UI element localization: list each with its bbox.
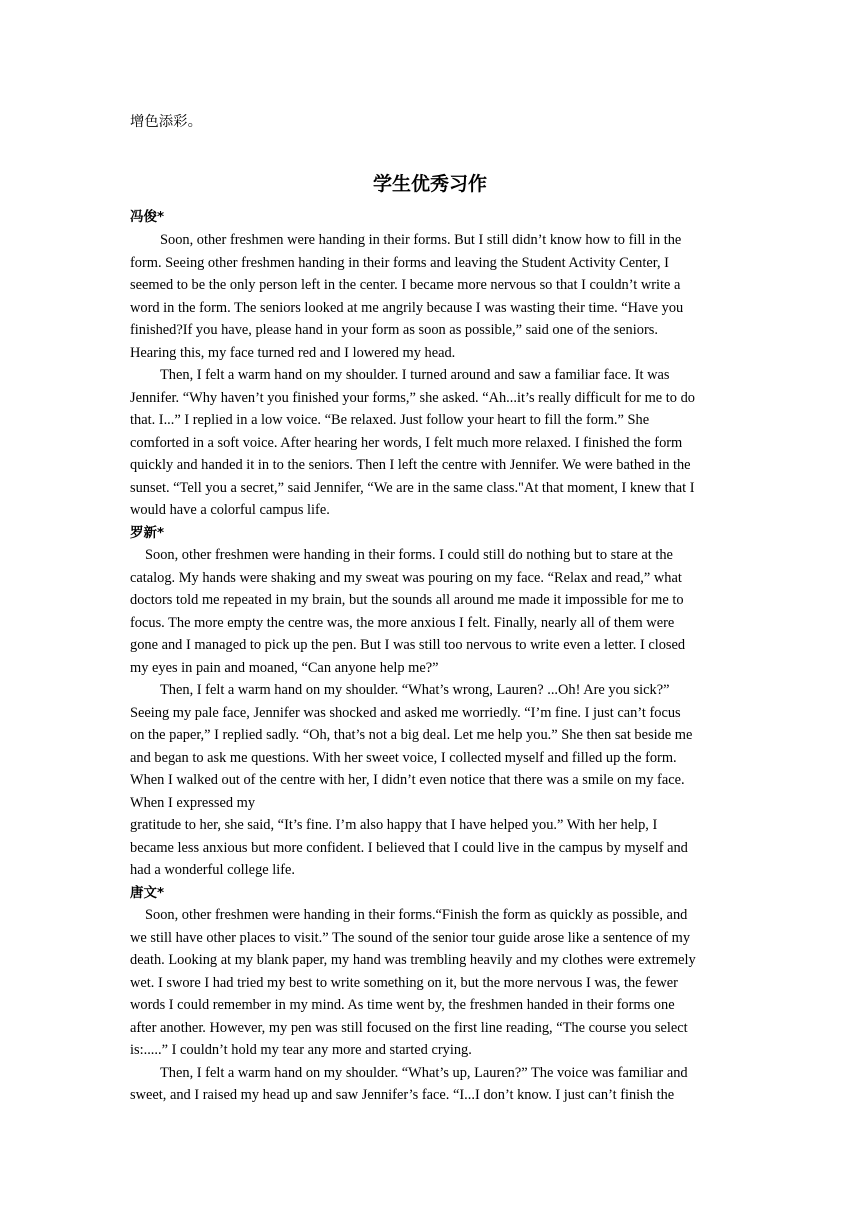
essay-line: my eyes in pain and moaned, “Can anyone help me?” [130, 660, 439, 676]
essay-line: sweet, and I raised my head up and saw Jennifer’s face. “I...I don’t know. I just can’t finish the [130, 1087, 675, 1103]
essay-line: When I walked out of the centre with her, I didn’t even notice that there was a smile on my face. [130, 772, 685, 788]
essay-line: wet. I swore I had tried my best to write something on it, but the more nervous I was, the fewer [130, 975, 678, 991]
essay-line: comforted in a soft voice. After hearing her words, I felt much more relaxed. I finished the form [130, 435, 683, 451]
essay-line: Jennifer. “Why haven’t you finished your forms,” she asked. “Ah...it’s really difficult for me to do [130, 390, 695, 406]
essay-author: 冯俊* [130, 209, 165, 225]
essay-line: would have a colorful campus life. [130, 502, 330, 518]
essay-line: doctors told me repeated in my brain, but the sounds all around me made it impossible for me to [130, 592, 684, 608]
essay-line: form. Seeing other freshmen handing in their forms and leaving the Student Activity Center, I [130, 255, 669, 271]
essay-line: focus. The more empty the centre was, the more anxious I felt. Finally, nearly all of them were [130, 615, 675, 631]
essay-line: had a wonderful college life. [130, 862, 296, 878]
essay-line: after another. However, my pen was still focused on the first line reading, “The course you select [130, 1020, 688, 1036]
essay-line: words I could remember in my mind. As time went by, the freshmen handed in their forms one [130, 997, 675, 1013]
essay-line: gone and I managed to pick up the pen. But I was still too nervous to write even a letter. I closed [130, 637, 686, 653]
essay-line: Hearing this, my face turned red and I lowered my head. [130, 345, 456, 361]
essay-author: 唐文* [130, 885, 165, 901]
essay-line: on the paper,” I replied sadly. “Oh, that’s not a big deal. Let me help you.” She then sat beside me [130, 727, 693, 743]
essay-line: Soon, other freshmen were handing in their forms. I could still do nothing but to stare at the [145, 547, 673, 563]
intro-tail-text: 增色添彩。 [130, 114, 202, 130]
essay-line: became less anxious but more confident. I believed that I could live in the campus by myself and [130, 840, 688, 856]
essay-line: we still have other places to visit.” The sound of the senior tour guide arose like a sentence of my [130, 930, 691, 946]
essay-line: that. I...” I replied in a low voice. “Be relaxed. Just follow your heart to fill the form.” She [130, 412, 650, 428]
essay-line: finished?If you have, please hand in your form as soon as possible,” said one of the seniors. [130, 322, 658, 338]
essay-line: sunset. “Tell you a secret,” said Jennifer, “We are in the same class."At that moment, I knew that I [130, 480, 695, 496]
section-title: 学生优秀习作 [372, 173, 487, 195]
essay-author: 罗新* [130, 525, 165, 541]
essay-line: Then, I felt a warm hand on my shoulder. “What’s up, Lauren?” The voice was familiar and [160, 1065, 688, 1081]
essay-line: Seeing my pale face, Jennifer was shocked and asked me worriedly. “I’m fine. I just can’t focus [130, 705, 681, 721]
essay-line: death. Looking at my blank paper, my hand was trembling heavily and my clothes were extremely [130, 952, 696, 968]
essay-line: is:.....” I couldn’t hold my tear any more and started crying. [130, 1042, 472, 1058]
essay-line: Then, I felt a warm hand on my shoulder. “What’s wrong, Lauren? ...Oh! Are you sick?” [160, 682, 670, 698]
essay-line: gratitude to her, she said, “It’s fine. I’m also happy that I have helped you.” With her help, I [130, 817, 658, 833]
essay-line: word in the form. The seniors looked at me angrily because I was wasting their time. “Have you [130, 300, 684, 316]
essay-line: and began to ask me questions. With her sweet voice, I collected myself and filled up the form. [130, 750, 677, 766]
essay-line: Soon, other freshmen were handing in their forms. But I still didn’t know how to fill in the [160, 232, 682, 248]
essay-line: quickly and handed it in to the seniors. Then I left the centre with Jennifer. We were bathed in the [130, 457, 691, 473]
essay-line: seemed to be the only person left in the center. I became more nervous so that I couldn’t write a [130, 277, 681, 293]
essay-line: catalog. My hands were shaking and my sweat was pouring on my face. “Relax and read,” what [130, 570, 682, 586]
essay-line: Then, I felt a warm hand on my shoulder. I turned around and saw a familiar face. It was [160, 367, 670, 383]
essay-line: When I expressed my [130, 795, 256, 811]
essay-line: Soon, other freshmen were handing in their forms.“Finish the form as quickly as possible, and [145, 907, 688, 923]
